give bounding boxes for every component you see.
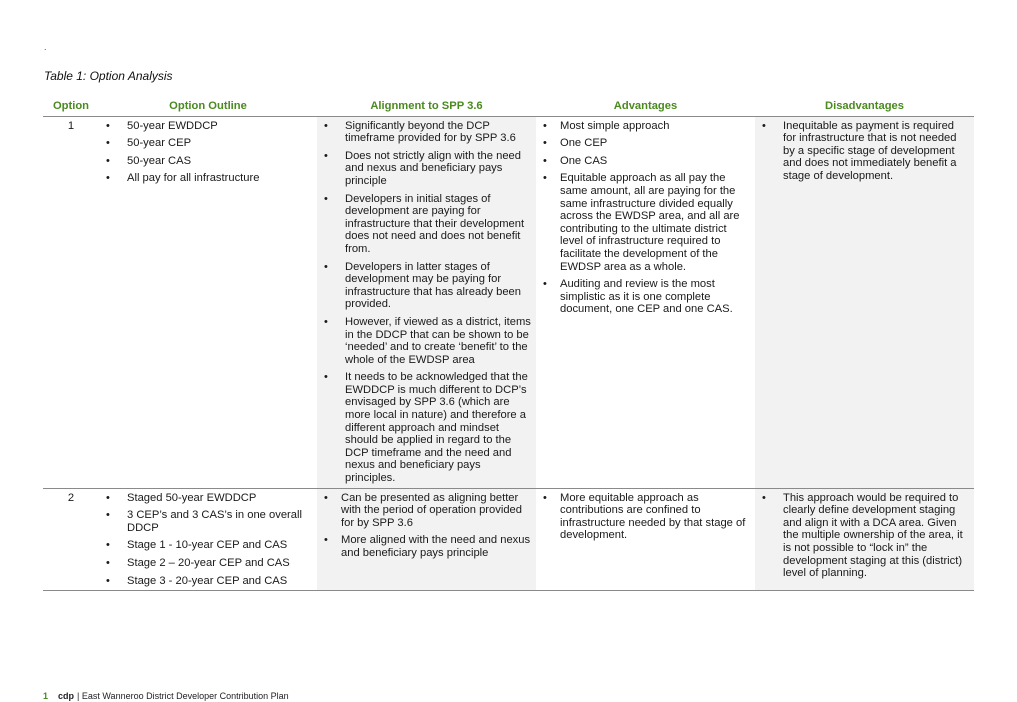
option-number: 1 [43, 116, 99, 488]
disadvantages-cell [755, 488, 974, 591]
disadvantages-cell [755, 116, 974, 488]
bullet-icon: • [106, 154, 110, 167]
list-item: • All pay for all infrastructure [106, 172, 260, 185]
brand-logo-text: cdp [58, 691, 75, 701]
bullet-icon: • [324, 371, 328, 384]
list-item: • 3 CEP’s and 3 CAS’s in one overall DDCP [106, 509, 302, 534]
table-header-row [43, 98, 974, 116]
option-analysis-table [43, 98, 974, 591]
list-item: • More aligned with the need and nexus and beneficiary pays principle [324, 534, 531, 559]
list-item: • Developers in initial stages of development are paying for infrastructure that their development does not need and does not benefit from. [324, 192, 525, 255]
bullet-icon: • [543, 278, 547, 291]
list-item: • One CEP [543, 137, 608, 150]
bullet-icon: • [324, 534, 328, 547]
table-row [43, 116, 974, 488]
list-item: • It needs to be acknowledged that the EWDDCP is much different to DCP’s envisaged by SPP 3.6 (which are more local in nature) and therefore a different approach and mindset should be applied in regard to the DCP timeframe and the need and nexus and beneficiary pays principles. [324, 371, 528, 485]
list-item: • However, if viewed as a district, items in the DDCP that can be shown to be ‘needed’ and to create ‘benefit’ to the whole of the EWDSP area [324, 315, 531, 366]
bullet-icon: • [106, 172, 110, 185]
bullet-icon: • [543, 119, 547, 132]
alignment-cell [317, 116, 536, 488]
bullet-icon: • [324, 119, 328, 132]
list-item: • Stage 2 – 20-year CEP and CAS [106, 557, 290, 569]
list-item: • Most simple approach [543, 119, 670, 132]
list-item: • Stage 3 - 20-year CEP and CAS [106, 574, 288, 587]
bullet-icon: • [106, 137, 110, 150]
option-number: 2 [43, 488, 99, 591]
option-outline-cell [99, 116, 317, 488]
bullet-icon: • [324, 192, 328, 205]
bullet-icon: • [324, 491, 328, 504]
table-row [43, 488, 974, 591]
list-item: • 50-year CEP [106, 137, 192, 150]
advantages-cell [536, 488, 755, 591]
page-footer [43, 691, 289, 701]
header-disadvantages: Disadvantages [755, 98, 974, 116]
page-number: 1 [43, 691, 49, 701]
bullet-icon: • [762, 119, 766, 132]
list-item: • 50-year EWDDCP [106, 119, 218, 132]
document-title: East Wanneroo District Developer Contribution Plan [81, 691, 289, 701]
list-item: • 50-year CAS [106, 154, 192, 167]
bullet-icon: • [106, 509, 110, 522]
bullet-icon: • [106, 491, 110, 504]
list-item: • This approach would be required to clearly define development staging and align it with a DCA area. Given the multiple ownership of the area, it is not possible to “lock in” the development staging at this (district) level of planning. [762, 491, 963, 580]
header-option-outline: Option Outline [99, 98, 317, 116]
bullet-icon: • [324, 260, 328, 273]
advantages-cell [536, 116, 755, 488]
bullet-icon: • [762, 491, 766, 504]
list-item: • Developers in latter stages of development may be paying for infrastructure that has already been provided. [324, 260, 521, 311]
bullet-icon: • [106, 539, 110, 552]
list-item: • Stage 1 - 10-year CEP and CAS [106, 539, 288, 552]
list-item: • Inequitable as payment is required for infrastructure that is not needed by a specific stage of development and does not immediately benefit a stage of development. [762, 119, 957, 182]
header-alignment: Alignment to SPP 3.6 [317, 98, 536, 116]
header-option: Option [43, 98, 99, 116]
bullet-icon: • [324, 315, 328, 328]
bullet-icon: • [106, 557, 110, 569]
list-item: • More equitable approach as contributions are confined to infrastructure needed by that stage of development. [543, 491, 746, 542]
list-item: • Can be presented as aligning better with the period of operation provided for by SPP 3.6 [324, 491, 522, 529]
list-item: • Auditing and review is the most simplistic as it is one complete document, one CEP and one CAS. [543, 278, 733, 316]
list-item: • Equitable approach as all pay the same amount, all are paying for the same infrastructure divided equally across the EWDSP area, and all are contributing to the ultimate district level of infrastructure required to facilitate the development of the EWDSP area as a whole. [543, 172, 740, 273]
page-mark: . [44, 42, 47, 52]
footer-separator: | [77, 691, 80, 701]
bullet-icon: • [543, 137, 547, 150]
alignment-cell [317, 488, 536, 591]
bullet-icon: • [543, 491, 547, 504]
list-item: • Staged 50-year EWDDCP [106, 491, 257, 504]
option-outline-cell [99, 488, 317, 591]
bullet-icon: • [324, 149, 328, 162]
bullet-icon: • [543, 172, 547, 185]
list-item: • One CAS [543, 154, 608, 167]
list-item: • Does not strictly align with the need and nexus and beneficiary pays principle [324, 149, 521, 187]
table-caption: Table 1: Option Analysis [44, 69, 173, 83]
list-item: • Significantly beyond the DCP timeframe provided for by SPP 3.6 [324, 119, 516, 145]
bullet-icon: • [106, 119, 110, 132]
bullet-icon: • [543, 154, 547, 167]
header-advantages: Advantages [536, 98, 755, 116]
bullet-icon: • [106, 574, 110, 587]
